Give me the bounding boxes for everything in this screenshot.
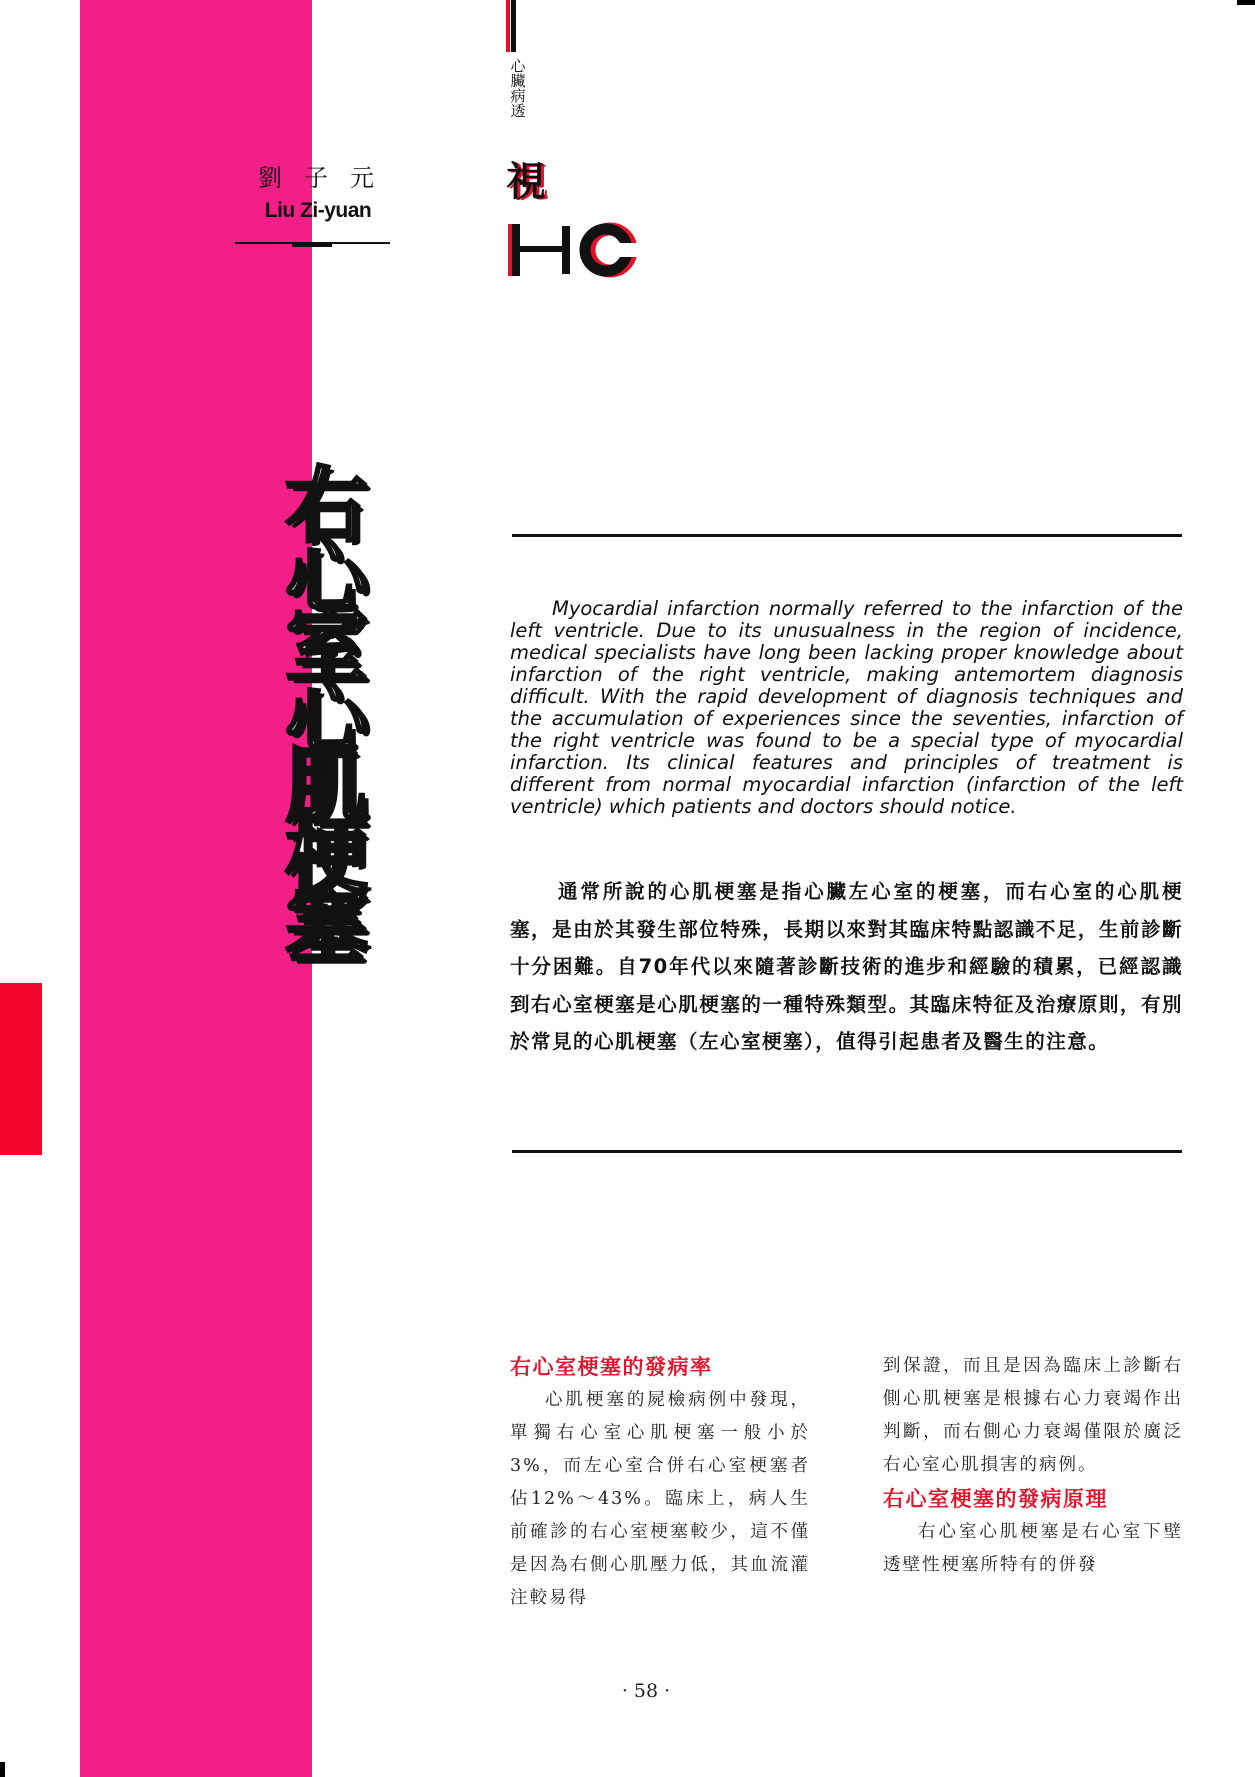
column-label-text: 心臟病透: [508, 58, 527, 118]
abstract-english: Myocardial infarction normally referred to the infarction of the left ventricle. Due to its unusualness in the region of incidence, medical specialists have long been lacking proper knowledge about infarction of the right ventricle, making antemortem diagnosis difficult. With the rapid development of diagnosis techniques and the accumulation of experiences since the seventies, infarction of the right ventricle was found to be a special type of myocardial infarction. Its clinical features and principles of treatment is different from normal myocardial infarction (infarction of the left ventricle) which patients and doctors should notice.: [510, 597, 1183, 818]
logo-black-bar: [511, 0, 516, 52]
author-name-en: Liu Zi-yuan: [264, 199, 372, 222]
body-column-left: [510, 1350, 810, 1615]
abstract-chinese: 通常所說的心肌梗塞是指心臟左心室的梗塞，而右心室的心肌梗塞，是由於其發生部位特殊，長期以來對其臨床特點認識不足，生前診斷十分困難。自70年代以來隨著診斷技術的進步和經驗的積累，已經認識到右心室梗塞是心肌梗塞的一種特殊類型。其臨床特征及治療原則，有別於常見的心肌梗塞（左心室梗塞），值得引起患者及醫生的注意。: [510, 880, 1183, 1053]
hc-logo-icon: [506, 222, 646, 278]
page-number: · 58 ·: [621, 1680, 671, 1702]
author-underline-accent: [292, 242, 332, 247]
body-paragraph-continued: 到保證，而且是因為臨床上診斷右側心肌梗塞是根據右心力衰竭作出判斷，而右側心力衰竭僅限於廣泛右心室心肌損害的病例。: [883, 1356, 1183, 1475]
scan-corner-mark-bottom: [0, 1762, 5, 1777]
section-heading-incidence: 右心室梗塞的發病率: [510, 1355, 713, 1379]
body-paragraph: 心肌梗塞的屍檢病例中發現，單獨右心室心肌梗塞一般小於3%，而左心室合併右心室梗塞者佔12%～43%。臨床上，病人生前確診的右心室梗塞較少，這不僅是因為右側心肌壓力低，其血流灌注較易得: [510, 1390, 810, 1608]
scan-corner-mark: [1237, 0, 1255, 5]
body-column-right: [883, 1350, 1183, 1582]
section-heading-mechanism: 右心室梗塞的發病原理: [883, 1487, 1108, 1511]
logo-red-bar: [506, 0, 510, 52]
article-title: 右心室心肌梗塞: [272, 462, 367, 952]
author-name-cn: 劉子元: [258, 164, 396, 192]
decorative-red-tab: [0, 983, 42, 1155]
top-divider: [512, 534, 1182, 537]
column-label-big-char: 視: [506, 159, 546, 205]
bottom-divider: [512, 1150, 1182, 1153]
body-paragraph: 右心室心肌梗塞是右心室下壁透壁性梗塞所特有的併發: [883, 1522, 1183, 1575]
column-logo: [506, 0, 646, 280]
author-block: [238, 158, 398, 223]
